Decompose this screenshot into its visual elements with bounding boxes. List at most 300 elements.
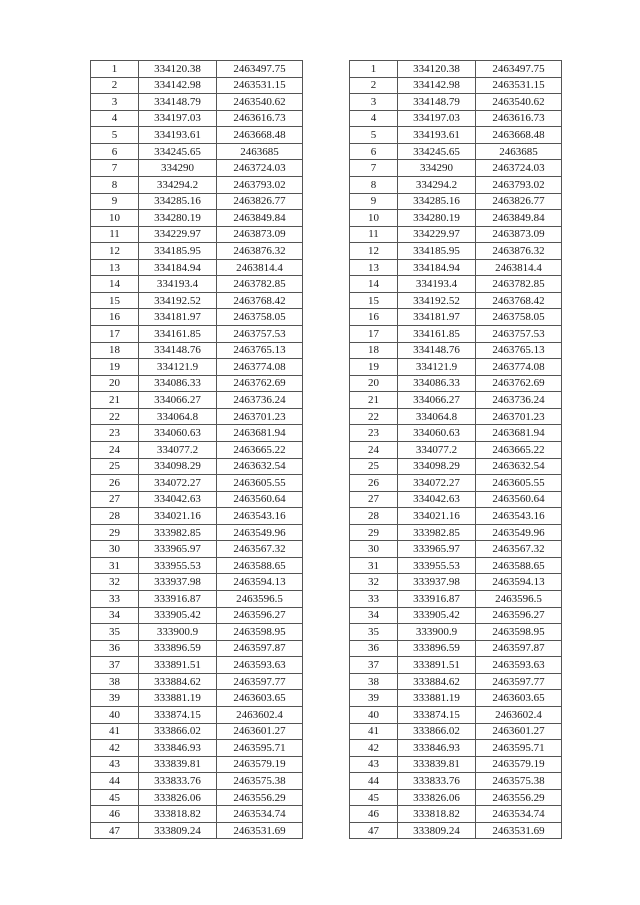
y-coordinate-cell: 2463497.75	[476, 61, 562, 78]
table-row	[91, 491, 303, 508]
x-coordinate-cell: 333905.42	[139, 607, 217, 624]
x-coordinate-cell: 333884.62	[398, 673, 476, 690]
y-coordinate-cell: 2463685	[217, 143, 303, 160]
x-coordinate-cell: 334021.16	[139, 508, 217, 525]
table-row	[350, 226, 562, 243]
y-coordinate-cell: 2463724.03	[476, 160, 562, 177]
point-number-cell: 42	[350, 740, 398, 757]
coordinate-table-right	[349, 60, 562, 839]
point-number-cell: 44	[91, 773, 139, 790]
x-coordinate-cell: 334197.03	[398, 110, 476, 127]
table-row	[350, 61, 562, 78]
point-number-cell: 46	[91, 806, 139, 823]
x-coordinate-cell: 334285.16	[398, 193, 476, 210]
y-coordinate-cell: 2463793.02	[476, 176, 562, 193]
y-coordinate-cell: 2463593.63	[476, 657, 562, 674]
point-number-cell: 22	[91, 408, 139, 425]
x-coordinate-cell: 333881.19	[398, 690, 476, 707]
y-coordinate-cell: 2463616.73	[217, 110, 303, 127]
table-row	[91, 740, 303, 757]
x-coordinate-cell: 334066.27	[139, 392, 217, 409]
table-row	[350, 789, 562, 806]
x-coordinate-cell: 333866.02	[398, 723, 476, 740]
y-coordinate-cell: 2463596.27	[476, 607, 562, 624]
x-coordinate-cell: 334060.63	[139, 425, 217, 442]
y-coordinate-cell: 2463531.15	[476, 77, 562, 94]
table-row	[91, 425, 303, 442]
y-coordinate-cell: 2463876.32	[476, 243, 562, 260]
y-coordinate-cell: 2463597.87	[217, 640, 303, 657]
table-row	[350, 326, 562, 343]
point-number-cell: 2	[91, 77, 139, 94]
table-row	[350, 176, 562, 193]
x-coordinate-cell: 333866.02	[139, 723, 217, 740]
x-coordinate-cell: 333874.15	[398, 706, 476, 723]
point-number-cell: 22	[350, 408, 398, 425]
x-coordinate-cell: 333846.93	[398, 740, 476, 757]
table-row	[350, 657, 562, 674]
y-coordinate-cell: 2463757.53	[476, 326, 562, 343]
y-coordinate-cell: 2463593.63	[217, 657, 303, 674]
point-number-cell: 9	[91, 193, 139, 210]
table-row	[350, 640, 562, 657]
table-row	[91, 508, 303, 525]
table-row	[350, 193, 562, 210]
table-row	[91, 640, 303, 657]
y-coordinate-cell: 2463579.19	[217, 756, 303, 773]
point-number-cell: 13	[350, 259, 398, 276]
x-coordinate-cell: 333818.82	[139, 806, 217, 823]
point-number-cell: 15	[350, 292, 398, 309]
y-coordinate-cell: 2463497.75	[217, 61, 303, 78]
point-number-cell: 27	[91, 491, 139, 508]
y-coordinate-cell: 2463534.74	[476, 806, 562, 823]
y-coordinate-cell: 2463681.94	[217, 425, 303, 442]
x-coordinate-cell: 334280.19	[139, 210, 217, 227]
x-coordinate-cell: 333937.98	[139, 574, 217, 591]
y-coordinate-cell: 2463849.84	[476, 210, 562, 227]
point-number-cell: 13	[91, 259, 139, 276]
x-coordinate-cell: 334148.76	[139, 342, 217, 359]
point-number-cell: 30	[91, 541, 139, 558]
x-coordinate-cell: 334072.27	[139, 475, 217, 492]
x-coordinate-cell: 334192.52	[398, 292, 476, 309]
point-number-cell: 28	[350, 508, 398, 525]
y-coordinate-cell: 2463560.64	[476, 491, 562, 508]
table-row	[350, 491, 562, 508]
table-row	[91, 160, 303, 177]
x-coordinate-cell: 334229.97	[398, 226, 476, 243]
y-coordinate-cell: 2463665.22	[217, 441, 303, 458]
y-coordinate-cell: 2463594.13	[476, 574, 562, 591]
table-row	[350, 557, 562, 574]
table-row	[350, 723, 562, 740]
point-number-cell: 16	[91, 309, 139, 326]
table-row	[350, 541, 562, 558]
point-number-cell: 16	[350, 309, 398, 326]
table-row	[91, 342, 303, 359]
x-coordinate-cell: 334064.8	[398, 408, 476, 425]
y-coordinate-cell: 2463758.05	[476, 309, 562, 326]
table-row	[350, 94, 562, 111]
y-coordinate-cell: 2463632.54	[476, 458, 562, 475]
point-number-cell: 4	[91, 110, 139, 127]
table-row	[91, 441, 303, 458]
y-coordinate-cell: 2463765.13	[217, 342, 303, 359]
x-coordinate-cell: 333937.98	[398, 574, 476, 591]
table-row	[350, 475, 562, 492]
x-coordinate-cell: 333982.85	[398, 524, 476, 541]
y-coordinate-cell: 2463603.65	[476, 690, 562, 707]
table-row	[91, 723, 303, 740]
point-number-cell: 36	[350, 640, 398, 657]
table-row	[91, 756, 303, 773]
x-coordinate-cell: 334294.2	[139, 176, 217, 193]
table-row	[350, 441, 562, 458]
x-coordinate-cell: 334120.38	[139, 61, 217, 78]
point-number-cell: 34	[350, 607, 398, 624]
coordinate-table-body	[91, 61, 303, 839]
y-coordinate-cell: 2463668.48	[476, 127, 562, 144]
x-coordinate-cell: 334245.65	[398, 143, 476, 160]
table-row	[91, 524, 303, 541]
x-coordinate-cell: 334193.4	[398, 276, 476, 293]
point-number-cell: 14	[91, 276, 139, 293]
table-row	[350, 127, 562, 144]
point-number-cell: 6	[91, 143, 139, 160]
table-row	[91, 541, 303, 558]
table-row	[350, 524, 562, 541]
point-number-cell: 27	[350, 491, 398, 508]
x-coordinate-cell: 333900.9	[398, 624, 476, 641]
point-number-cell: 24	[350, 441, 398, 458]
point-number-cell: 42	[91, 740, 139, 757]
table-row	[350, 292, 562, 309]
x-coordinate-cell: 333900.9	[139, 624, 217, 641]
y-coordinate-cell: 2463876.32	[217, 243, 303, 260]
x-coordinate-cell: 333916.87	[139, 591, 217, 608]
y-coordinate-cell: 2463602.4	[217, 706, 303, 723]
y-coordinate-cell: 2463575.38	[476, 773, 562, 790]
point-number-cell: 14	[350, 276, 398, 293]
point-number-cell: 21	[91, 392, 139, 409]
point-number-cell: 18	[91, 342, 139, 359]
point-number-cell: 47	[91, 822, 139, 839]
y-coordinate-cell: 2463782.85	[217, 276, 303, 293]
point-number-cell: 32	[91, 574, 139, 591]
y-coordinate-cell: 2463602.4	[476, 706, 562, 723]
y-coordinate-cell: 2463826.77	[476, 193, 562, 210]
y-coordinate-cell: 2463774.08	[476, 359, 562, 376]
y-coordinate-cell: 2463531.69	[217, 822, 303, 839]
table-row	[350, 607, 562, 624]
y-coordinate-cell: 2463814.4	[217, 259, 303, 276]
y-coordinate-cell: 2463782.85	[476, 276, 562, 293]
point-number-cell: 35	[350, 624, 398, 641]
x-coordinate-cell: 333839.81	[398, 756, 476, 773]
x-coordinate-cell: 334086.33	[139, 375, 217, 392]
y-coordinate-cell: 2463632.54	[217, 458, 303, 475]
x-coordinate-cell: 334229.97	[139, 226, 217, 243]
point-number-cell: 19	[350, 359, 398, 376]
x-coordinate-cell: 334021.16	[398, 508, 476, 525]
point-number-cell: 10	[350, 210, 398, 227]
y-coordinate-cell: 2463736.24	[476, 392, 562, 409]
x-coordinate-cell: 334086.33	[398, 375, 476, 392]
y-coordinate-cell: 2463668.48	[217, 127, 303, 144]
point-number-cell: 32	[350, 574, 398, 591]
point-number-cell: 21	[350, 392, 398, 409]
y-coordinate-cell: 2463826.77	[217, 193, 303, 210]
table-row	[91, 392, 303, 409]
y-coordinate-cell: 2463665.22	[476, 441, 562, 458]
table-row	[91, 591, 303, 608]
point-number-cell: 39	[350, 690, 398, 707]
table-row	[91, 259, 303, 276]
y-coordinate-cell: 2463605.55	[217, 475, 303, 492]
y-coordinate-cell: 2463588.65	[476, 557, 562, 574]
point-number-cell: 30	[350, 541, 398, 558]
y-coordinate-cell: 2463765.13	[476, 342, 562, 359]
x-coordinate-cell: 334098.29	[398, 458, 476, 475]
point-number-cell: 18	[350, 342, 398, 359]
table-row	[91, 557, 303, 574]
point-number-cell: 17	[91, 326, 139, 343]
x-coordinate-cell: 333891.51	[398, 657, 476, 674]
table-row	[91, 574, 303, 591]
table-row	[91, 690, 303, 707]
point-number-cell: 12	[350, 243, 398, 260]
table-row	[91, 706, 303, 723]
y-coordinate-cell: 2463540.62	[476, 94, 562, 111]
point-number-cell: 19	[91, 359, 139, 376]
y-coordinate-cell: 2463603.65	[217, 690, 303, 707]
y-coordinate-cell: 2463724.03	[217, 160, 303, 177]
table-row	[91, 607, 303, 624]
y-coordinate-cell: 2463762.69	[217, 375, 303, 392]
point-number-cell: 9	[350, 193, 398, 210]
point-number-cell: 46	[350, 806, 398, 823]
table-row	[91, 789, 303, 806]
table-row	[91, 110, 303, 127]
x-coordinate-cell: 334192.52	[139, 292, 217, 309]
table-row	[91, 143, 303, 160]
y-coordinate-cell: 2463567.32	[217, 541, 303, 558]
table-row	[91, 408, 303, 425]
x-coordinate-cell: 334193.4	[139, 276, 217, 293]
x-coordinate-cell: 333881.19	[139, 690, 217, 707]
y-coordinate-cell: 2463556.29	[217, 789, 303, 806]
y-coordinate-cell: 2463597.77	[476, 673, 562, 690]
point-number-cell: 8	[91, 176, 139, 193]
x-coordinate-cell: 334066.27	[398, 392, 476, 409]
point-number-cell: 1	[91, 61, 139, 78]
coordinate-table-body	[350, 61, 562, 839]
y-coordinate-cell: 2463601.27	[476, 723, 562, 740]
point-number-cell: 2	[350, 77, 398, 94]
x-coordinate-cell: 334148.76	[398, 342, 476, 359]
y-coordinate-cell: 2463616.73	[476, 110, 562, 127]
y-coordinate-cell: 2463531.15	[217, 77, 303, 94]
point-number-cell: 44	[350, 773, 398, 790]
table-row	[350, 160, 562, 177]
point-number-cell: 45	[350, 789, 398, 806]
table-row	[350, 408, 562, 425]
x-coordinate-cell: 334064.8	[139, 408, 217, 425]
table-row	[350, 624, 562, 641]
y-coordinate-cell: 2463685	[476, 143, 562, 160]
y-coordinate-cell: 2463596.27	[217, 607, 303, 624]
point-number-cell: 37	[350, 657, 398, 674]
x-coordinate-cell: 334185.95	[398, 243, 476, 260]
x-coordinate-cell: 334042.63	[139, 491, 217, 508]
y-coordinate-cell: 2463534.74	[217, 806, 303, 823]
y-coordinate-cell: 2463849.84	[217, 210, 303, 227]
table-row	[350, 690, 562, 707]
table-row	[91, 61, 303, 78]
point-number-cell: 20	[350, 375, 398, 392]
y-coordinate-cell: 2463596.5	[476, 591, 562, 608]
point-number-cell: 24	[91, 441, 139, 458]
x-coordinate-cell: 334285.16	[139, 193, 217, 210]
table-row	[91, 243, 303, 260]
point-number-cell: 7	[91, 160, 139, 177]
y-coordinate-cell: 2463598.95	[217, 624, 303, 641]
x-coordinate-cell: 334193.61	[139, 127, 217, 144]
y-coordinate-cell: 2463560.64	[217, 491, 303, 508]
y-coordinate-cell: 2463598.95	[476, 624, 562, 641]
x-coordinate-cell: 333884.62	[139, 673, 217, 690]
y-coordinate-cell: 2463579.19	[476, 756, 562, 773]
y-coordinate-cell: 2463601.27	[217, 723, 303, 740]
table-row	[350, 806, 562, 823]
table-row	[91, 176, 303, 193]
point-number-cell: 41	[91, 723, 139, 740]
point-number-cell: 12	[91, 243, 139, 260]
table-row	[350, 309, 562, 326]
y-coordinate-cell: 2463814.4	[476, 259, 562, 276]
y-coordinate-cell: 2463595.71	[217, 740, 303, 757]
point-number-cell: 3	[91, 94, 139, 111]
table-row	[350, 673, 562, 690]
table-row	[350, 375, 562, 392]
x-coordinate-cell: 333833.76	[139, 773, 217, 790]
table-row	[91, 193, 303, 210]
point-number-cell: 5	[350, 127, 398, 144]
table-row	[91, 624, 303, 641]
point-number-cell: 36	[91, 640, 139, 657]
y-coordinate-cell: 2463793.02	[217, 176, 303, 193]
table-row	[91, 94, 303, 111]
table-row	[350, 392, 562, 409]
point-number-cell: 25	[350, 458, 398, 475]
y-coordinate-cell: 2463605.55	[476, 475, 562, 492]
point-number-cell: 47	[350, 822, 398, 839]
x-coordinate-cell: 334184.94	[398, 259, 476, 276]
point-number-cell: 8	[350, 176, 398, 193]
x-coordinate-cell: 334280.19	[398, 210, 476, 227]
y-coordinate-cell: 2463758.05	[217, 309, 303, 326]
point-number-cell: 6	[350, 143, 398, 160]
x-coordinate-cell: 334120.38	[398, 61, 476, 78]
y-coordinate-cell: 2463540.62	[217, 94, 303, 111]
x-coordinate-cell: 334148.79	[398, 94, 476, 111]
x-coordinate-cell: 334290	[398, 160, 476, 177]
x-coordinate-cell: 333905.42	[398, 607, 476, 624]
y-coordinate-cell: 2463873.09	[217, 226, 303, 243]
x-coordinate-cell: 334121.9	[139, 359, 217, 376]
table-row	[350, 359, 562, 376]
y-coordinate-cell: 2463596.5	[217, 591, 303, 608]
point-number-cell: 17	[350, 326, 398, 343]
x-coordinate-cell: 333874.15	[139, 706, 217, 723]
point-number-cell: 31	[350, 557, 398, 574]
table-row	[350, 822, 562, 839]
x-coordinate-cell: 333896.59	[398, 640, 476, 657]
table-row	[91, 292, 303, 309]
x-coordinate-cell: 334121.9	[398, 359, 476, 376]
y-coordinate-cell: 2463575.38	[217, 773, 303, 790]
y-coordinate-cell: 2463762.69	[476, 375, 562, 392]
point-number-cell: 28	[91, 508, 139, 525]
table-row	[350, 591, 562, 608]
x-coordinate-cell: 334290	[139, 160, 217, 177]
x-coordinate-cell: 334072.27	[398, 475, 476, 492]
table-row	[91, 375, 303, 392]
x-coordinate-cell: 334185.95	[139, 243, 217, 260]
y-coordinate-cell: 2463768.42	[476, 292, 562, 309]
x-coordinate-cell: 334294.2	[398, 176, 476, 193]
table-row	[350, 425, 562, 442]
table-row	[350, 210, 562, 227]
x-coordinate-cell: 334181.97	[139, 309, 217, 326]
x-coordinate-cell: 333916.87	[398, 591, 476, 608]
y-coordinate-cell: 2463594.13	[217, 574, 303, 591]
y-coordinate-cell: 2463556.29	[476, 789, 562, 806]
x-coordinate-cell: 334161.85	[398, 326, 476, 343]
point-number-cell: 35	[91, 624, 139, 641]
table-row	[350, 77, 562, 94]
point-number-cell: 45	[91, 789, 139, 806]
x-coordinate-cell: 334148.79	[139, 94, 217, 111]
y-coordinate-cell: 2463567.32	[476, 541, 562, 558]
table-row	[91, 773, 303, 790]
y-coordinate-cell: 2463549.96	[217, 524, 303, 541]
point-number-cell: 15	[91, 292, 139, 309]
point-number-cell: 33	[91, 591, 139, 608]
x-coordinate-cell: 334184.94	[139, 259, 217, 276]
table-row	[350, 508, 562, 525]
point-number-cell: 20	[91, 375, 139, 392]
point-number-cell: 5	[91, 127, 139, 144]
y-coordinate-cell: 2463543.16	[217, 508, 303, 525]
table-row	[350, 740, 562, 757]
coordinate-table-left	[90, 60, 303, 839]
point-number-cell: 23	[350, 425, 398, 442]
x-coordinate-cell: 334077.2	[139, 441, 217, 458]
y-coordinate-cell: 2463736.24	[217, 392, 303, 409]
y-coordinate-cell: 2463873.09	[476, 226, 562, 243]
table-row	[91, 226, 303, 243]
x-coordinate-cell: 333826.06	[398, 789, 476, 806]
table-row	[350, 574, 562, 591]
y-coordinate-cell: 2463543.16	[476, 508, 562, 525]
point-number-cell: 40	[91, 706, 139, 723]
table-row	[91, 806, 303, 823]
table-row	[91, 127, 303, 144]
x-coordinate-cell: 333891.51	[139, 657, 217, 674]
y-coordinate-cell: 2463701.23	[217, 408, 303, 425]
